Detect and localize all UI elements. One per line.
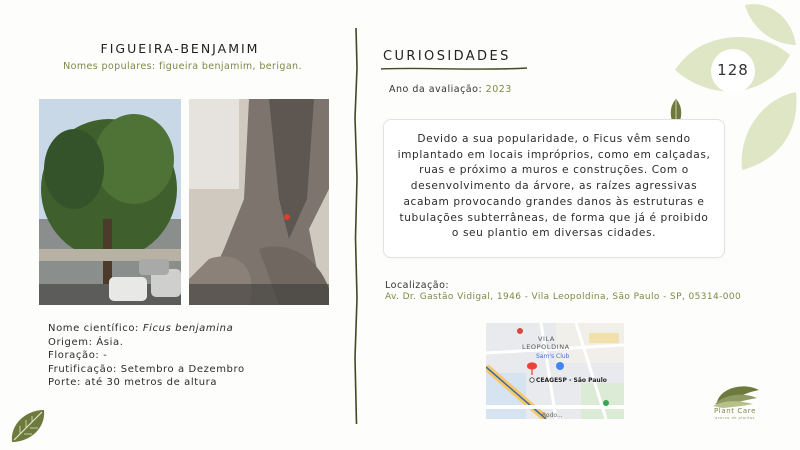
map-poi-icon (603, 400, 609, 406)
page-number: 128 (717, 61, 749, 79)
map-poi-icon (517, 328, 523, 334)
map-place-icon (556, 362, 564, 370)
leaf-icon-bottom-left (8, 406, 48, 446)
evaluation-year (389, 84, 512, 95)
scientific-name-label: Nome científico: (48, 323, 143, 334)
evaluation-year-label: Ano da avaliação: (389, 84, 486, 95)
species-title: FIGUEIRA-BENJAMIM (100, 41, 260, 56)
flowering-row: Floração: - (48, 350, 108, 361)
title-underline (381, 66, 527, 72)
brand-name: Plant Care (713, 407, 757, 415)
evaluation-year-value: 2023 (485, 84, 512, 95)
map-district-label: VILA LEOPOLDINA (522, 335, 570, 351)
size-row: Porte: até 30 metros de altura (48, 377, 218, 388)
vertical-divider (352, 28, 360, 424)
location-label: Localização: (385, 280, 450, 291)
curiosities-card (383, 119, 725, 258)
leaf-shape (742, 92, 797, 170)
map-place-icon (530, 378, 534, 382)
curiosities-title: CURIOSIDADES (383, 49, 511, 64)
popular-names: Nomes populares: figueira benjamim, berigan. (63, 61, 302, 72)
brand-tagline: acervo de plantas (715, 416, 755, 420)
scientific-name-row (48, 322, 245, 336)
species-details (48, 322, 245, 390)
location-address: Av. Dr. Gastão Vidigal, 1946 - Vila Leopoldina, São Paulo - SP, 05314-000 (385, 292, 742, 302)
trunk-roots-photo (189, 99, 329, 305)
curiosities-text: Devido a sua popularidade, o Ficus vêm sendo implantado em locais impróprios, como em calçadas, ruas e próximo a muros e construções. Com o desenvolvimento da árvore, as raízes agressivas acabam provocando grandes danos às estruturas e tubulações subterrâneas, de forma que já é proibido o seu plantio em diversas cidades. (397, 133, 711, 240)
fruiting-row: Frutificação: Setembro a Dezembro (48, 363, 245, 375)
scientific-name-value: Ficus benjamina (142, 323, 234, 334)
location-map[interactable] (486, 323, 624, 419)
origin-row: Origem: Ásia. (48, 336, 124, 348)
map-road-label: Rodo... (542, 412, 563, 419)
map-place-2-label: CEAGESP - São Paulo (536, 377, 607, 384)
map-place-1-label: Sam's Club (536, 353, 570, 360)
tree-photo (39, 99, 181, 305)
